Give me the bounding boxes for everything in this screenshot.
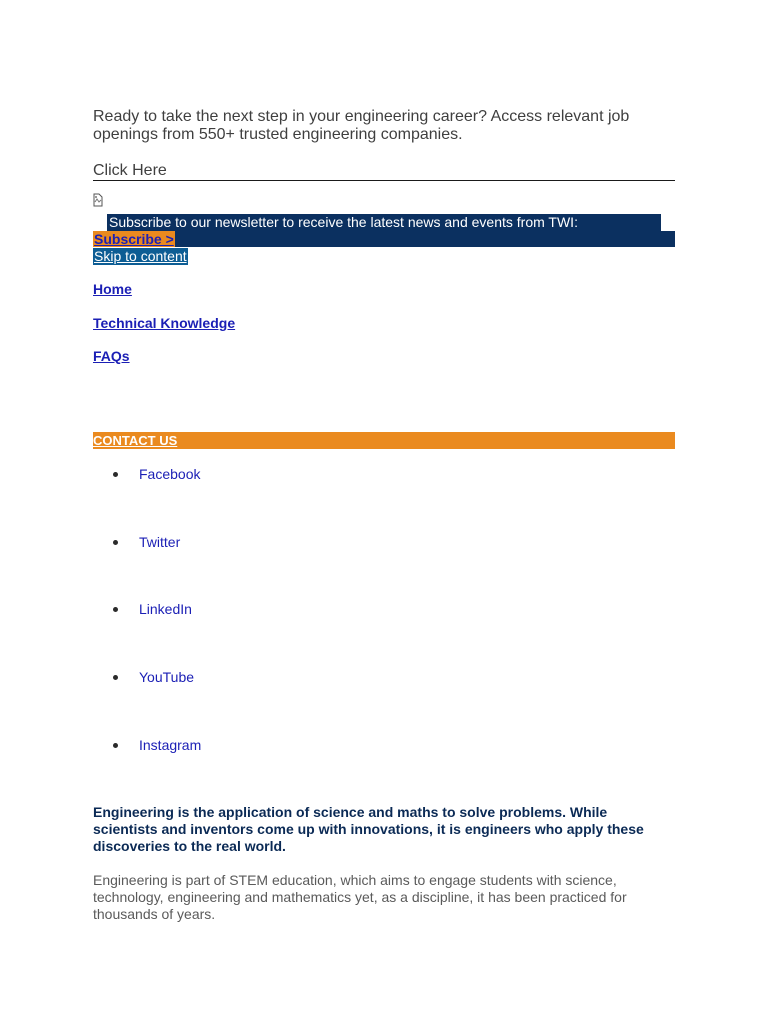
nav-home-link[interactable]: Home <box>93 281 132 297</box>
youtube-link[interactable]: YouTube <box>139 669 195 685</box>
facebook-link[interactable]: Facebook <box>139 466 201 482</box>
linkedin-link[interactable]: LinkedIn <box>139 601 192 617</box>
nav-faqs-link[interactable]: FAQs <box>93 348 130 364</box>
instagram-link[interactable]: Instagram <box>139 737 202 753</box>
career-intro-text: Ready to take the next step in your engineering career? Access relevant job openings from 550+ trusted engineering companies. <box>93 108 630 143</box>
newsletter-text: Subscribe to our newsletter to receive the latest news and events from TWI: <box>107 214 661 231</box>
broken-image-icon <box>93 193 103 207</box>
bullet-icon <box>113 540 118 545</box>
bullet-icon <box>113 472 118 477</box>
bullet-icon <box>113 607 118 612</box>
nav-technical-knowledge-link[interactable]: Technical Knowledge <box>93 315 236 331</box>
click-here-link[interactable]: Click Here <box>93 161 675 181</box>
bullet-icon <box>113 675 118 680</box>
bullet-icon <box>113 743 118 748</box>
contact-us-link[interactable]: CONTACT US <box>93 432 675 449</box>
twitter-link[interactable]: Twitter <box>139 534 181 550</box>
article-body: Engineering is part of STEM education, which aims to engage students with science, technology, engineering and mathematics yet, as a discipline, it has been practiced for thousands of years. <box>93 872 627 922</box>
newsletter-banner <box>93 214 675 248</box>
newsletter-bar <box>93 231 675 247</box>
skip-to-content-link[interactable]: Skip to content <box>94 248 187 264</box>
article-lead: Engineering is the application of science and maths to solve problems. While scientists and inventors come up with innovations, it is engineers who apply these discoveries to the real world. <box>93 804 644 854</box>
subscribe-button[interactable]: Subscribe > <box>94 231 174 247</box>
